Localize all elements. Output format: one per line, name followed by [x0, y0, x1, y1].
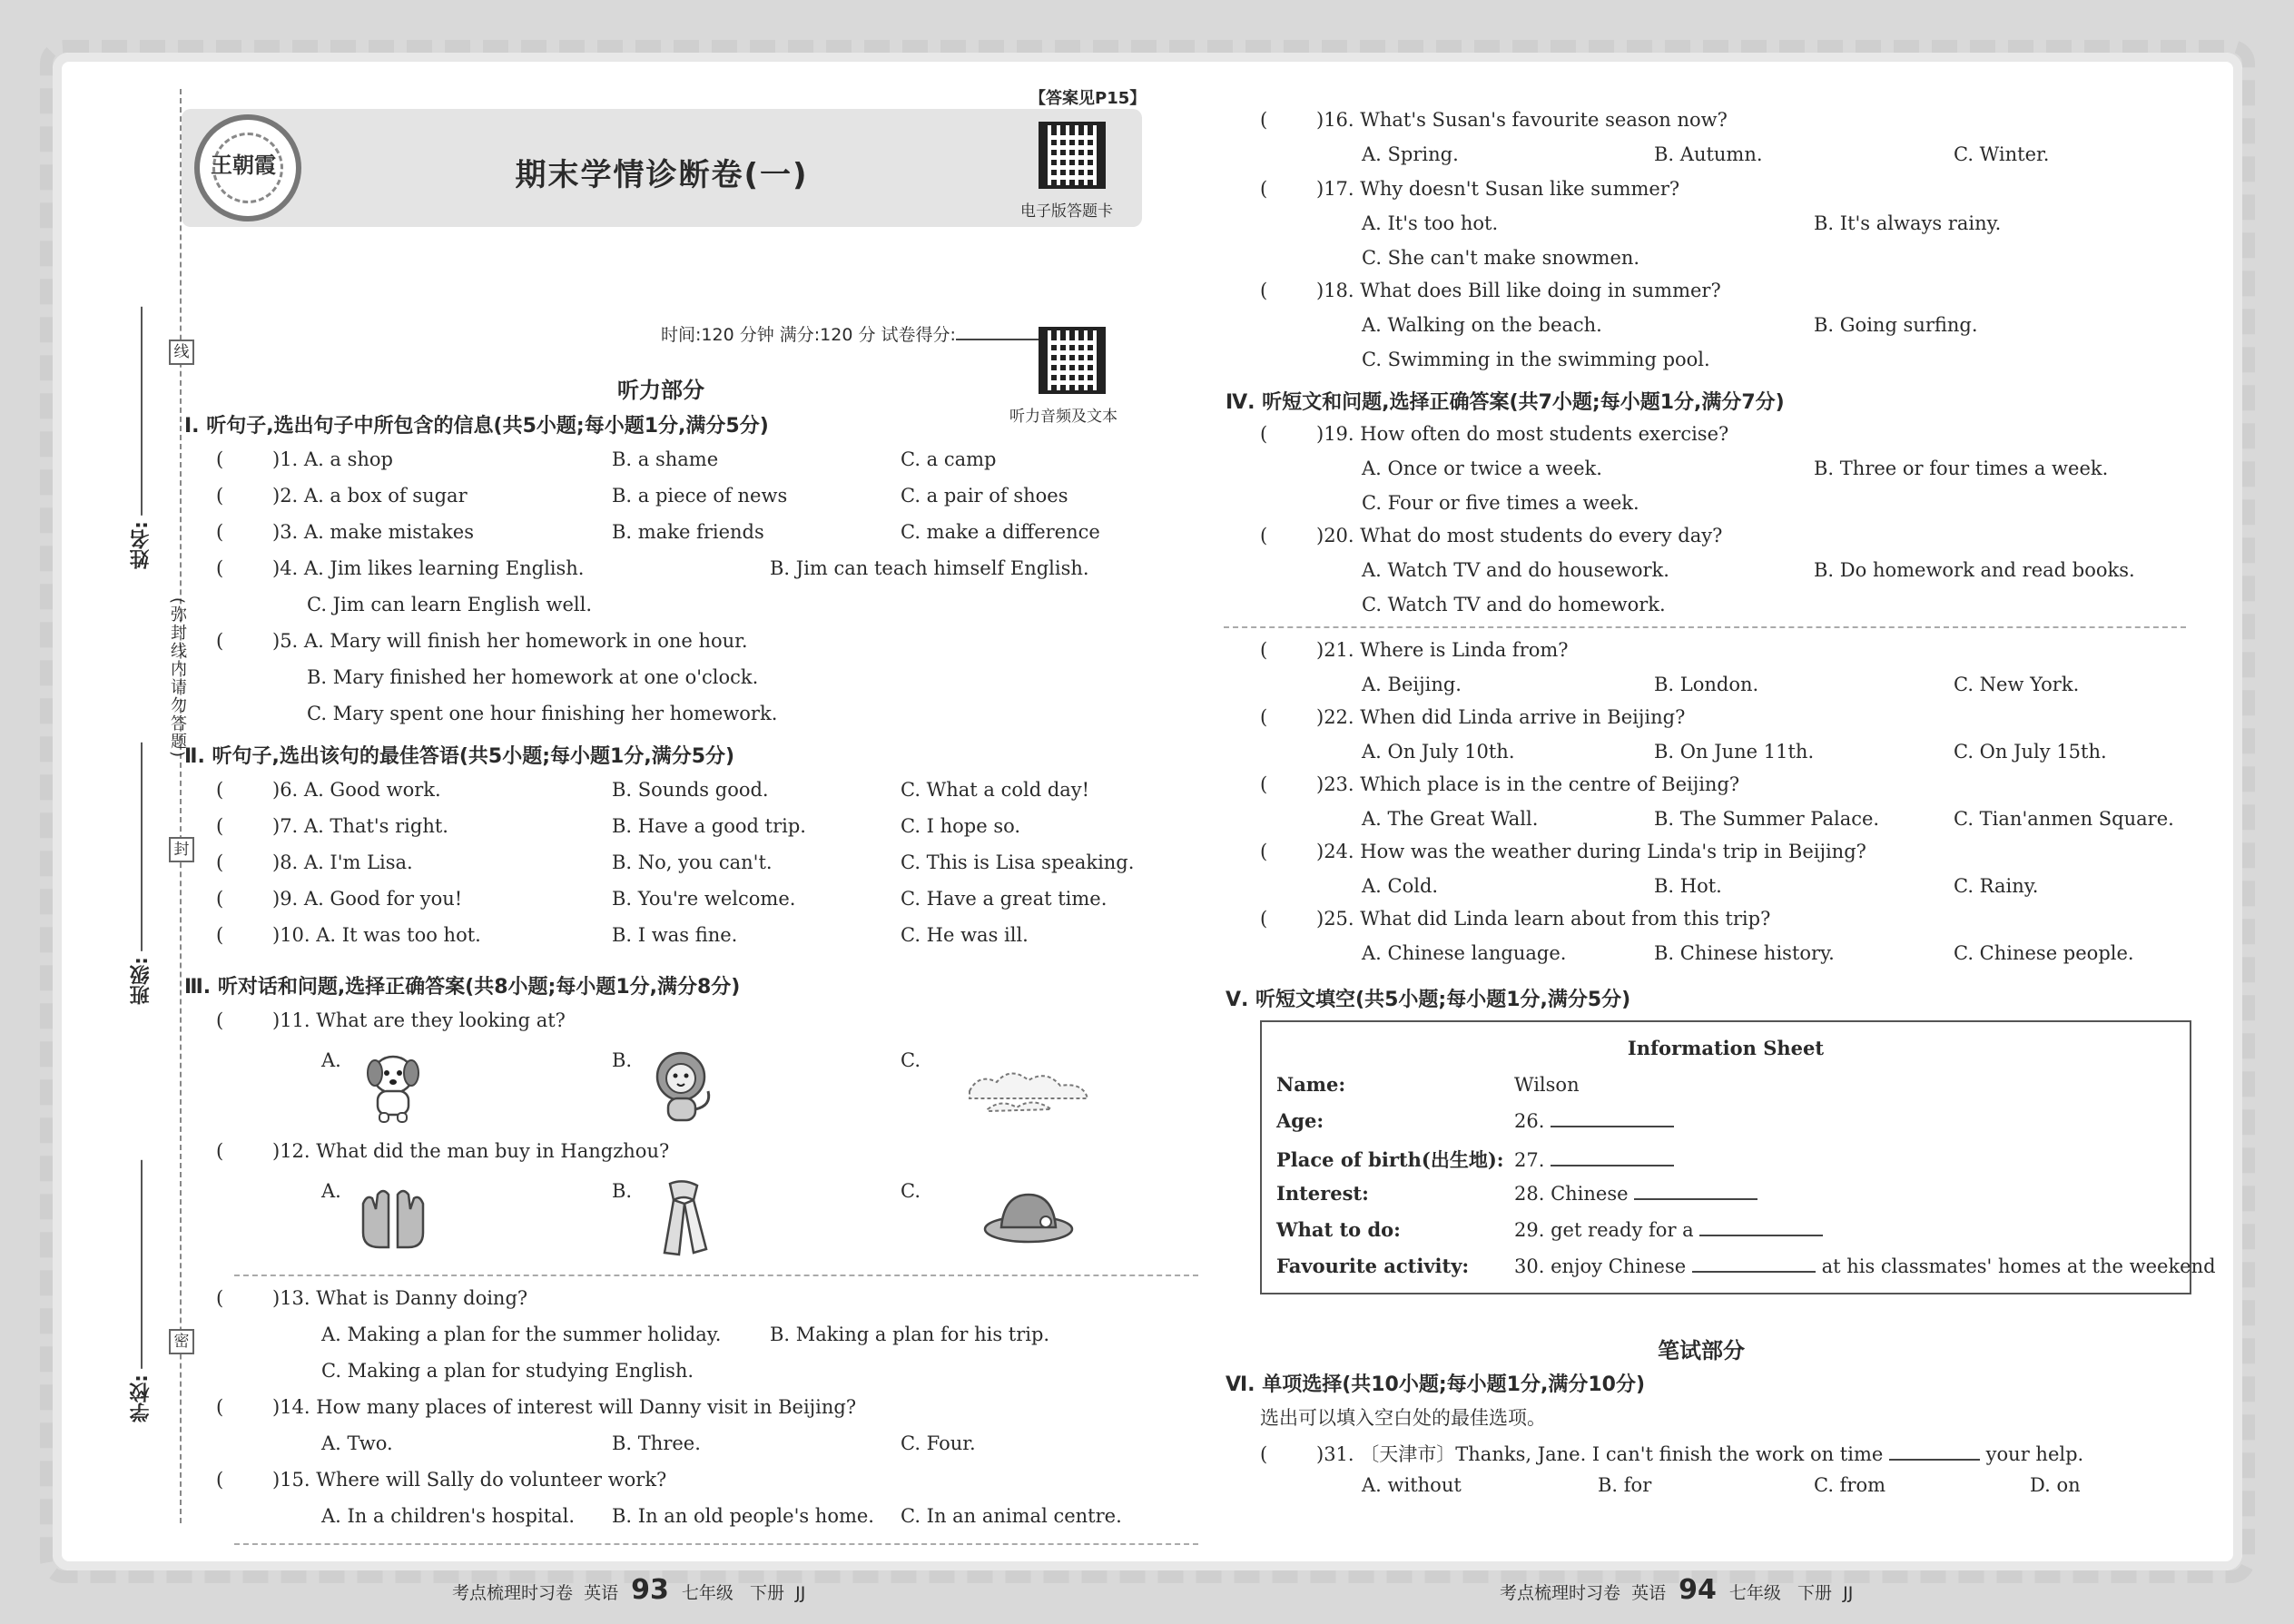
option: B.	[612, 1049, 633, 1071]
option: C. This is Lisa speaking.	[901, 851, 1135, 873]
option: A. On July 10th.	[1362, 741, 1515, 763]
option: A. Two.	[321, 1432, 393, 1454]
lion-icon	[643, 1046, 724, 1127]
footer-left: 考点梳理时习卷 英语 93 七年级 下册 JJ	[452, 1574, 806, 1606]
qr-code-icon[interactable]	[1039, 122, 1106, 189]
section-heading: Ⅱ. 听句子,选出该句的最佳答语(共5小题;每小题1分,满分5分)	[184, 745, 735, 768]
section-instruction: 选出可以填入空白处的最佳选项。	[1260, 1407, 1546, 1429]
question-16: ( )16. What's Susan's favourite season now?	[1260, 109, 1728, 131]
option: C.	[901, 1049, 921, 1071]
option: B. Mary finished her homework at one o'clock.	[307, 666, 759, 688]
option: B. a shame	[612, 448, 719, 470]
option: C. What a cold day!	[901, 779, 1090, 801]
option: A.	[321, 1049, 341, 1071]
option: A. Making a plan for the summer holiday.	[321, 1324, 722, 1345]
option: C. a camp	[901, 448, 997, 470]
option: A. Spring.	[1362, 143, 1459, 165]
section-heading: Ⅲ. 听对话和问题,选择正确答案(共8小题;每小题1分,满分8分)	[184, 976, 741, 999]
option: A. Chinese language.	[1362, 942, 1567, 964]
option: C. make a difference	[901, 521, 1100, 543]
section-heading: Ⅳ. 听短文和问题,选择正确答案(共7小题;每小题1分,满分7分)	[1226, 391, 1785, 414]
qr-code-icon[interactable]	[1039, 327, 1106, 394]
option: C. Four or five times a week.	[1362, 492, 1639, 514]
question-12: ( )12. What did the man buy in Hangzhou?	[216, 1140, 670, 1162]
written-title: 笔试部分	[1658, 1338, 1745, 1363]
question-8: ( )8. A. I'm Lisa.	[216, 851, 413, 873]
header-banner	[182, 109, 1142, 227]
question-13: ( )13. What is Danny doing?	[216, 1287, 528, 1309]
question-14: ( )14. How many places of interest will Danny visit in Beijing?	[216, 1396, 857, 1418]
question-11: ( )11. What are they looking at?	[216, 1009, 566, 1031]
name-field[interactable]: 姓名:	[127, 307, 155, 569]
option: A.	[321, 1180, 341, 1202]
option: B.	[612, 1180, 633, 1202]
option: C. Rainy.	[1954, 875, 2039, 897]
option: B. Jim can teach himself English.	[770, 557, 1089, 579]
question-31: ( )31. 〔天津市〕Thanks, Jane. I can't finish the work on time your help.	[1260, 1443, 2084, 1465]
option: B. In an old people's home.	[612, 1505, 874, 1527]
question-21: ( )21. Where is Linda from?	[1260, 639, 1569, 661]
option: C. Tian'anmen Square.	[1954, 808, 2174, 830]
question-6: ( )6. A. Good work.	[216, 779, 441, 801]
option: B. Three or four times a week.	[1814, 458, 2109, 479]
divider	[234, 1543, 1198, 1545]
option: D. on	[2030, 1474, 2081, 1496]
option: B. London.	[1654, 674, 1759, 695]
answer-ref: 【答案见P15】	[1029, 89, 1147, 108]
clouds-icon	[960, 1046, 1097, 1127]
question-23: ( )23. Which place is in the centre of Beijing?	[1260, 773, 1740, 795]
question-7: ( )7. A. That's right.	[216, 815, 448, 837]
option: A. Once or twice a week.	[1362, 458, 1602, 479]
option: B. Have a good trip.	[612, 815, 806, 837]
binding-strip	[89, 89, 198, 1523]
option: B. Going surfing.	[1814, 314, 1978, 336]
gloves-icon	[352, 1176, 434, 1258]
option: B. for	[1598, 1474, 1652, 1496]
option: C. Making a plan for studying English.	[321, 1360, 694, 1382]
seal-note: (弥封线内请勿答题)	[168, 597, 187, 760]
information-sheet	[1260, 1020, 2216, 1294]
option: B. Chinese history.	[1654, 942, 1835, 964]
question-1: ( )1. A. a shop	[216, 448, 394, 470]
school-field[interactable]: 学校:	[127, 1160, 155, 1422]
option: C.	[901, 1180, 921, 1202]
exam-info: 时间:120 分钟 满分:120 分 试卷得分:	[661, 321, 1083, 346]
option: A. It's too hot.	[1362, 212, 1499, 234]
option: C. from	[1814, 1474, 1886, 1496]
class-field[interactable]: 班级:	[127, 743, 155, 1005]
option: B. No, you can't.	[612, 851, 773, 873]
section-heading: Ⅴ. 听短文填空(共5小题;每小题1分,满分5分)	[1226, 989, 1631, 1011]
option: C. She can't make snowmen.	[1362, 247, 1640, 269]
divider	[1224, 626, 2186, 628]
option: A. In a children's hospital.	[321, 1505, 576, 1527]
info-row[interactable]: Interest: 28. Chinese	[1276, 1182, 1757, 1205]
info-row[interactable]: Favourite activity: 30. enjoy Chinese at his classmates' homes at the weekend	[1276, 1255, 2216, 1277]
logo-text: 王朝霞	[211, 152, 276, 178]
option: C. Chinese people.	[1954, 942, 2134, 964]
section-heading: Ⅰ. 听句子,选出句子中所包含的信息(共5小题;每小题1分,满分5分)	[184, 415, 769, 438]
listening-title: 听力部分	[617, 378, 704, 403]
question-24: ( )24. How was the weather during Linda's trip in Beijing?	[1260, 841, 1866, 862]
option: B. You're welcome.	[612, 888, 796, 910]
option: B. Sounds good.	[612, 779, 769, 801]
divider	[234, 1275, 1198, 1276]
info-row[interactable]: Age: 26.	[1276, 1109, 1674, 1132]
info-row[interactable]: Place of birth(出生地): 27.	[1276, 1146, 1674, 1173]
info-row: Name: Wilson	[1276, 1073, 1580, 1096]
scarf-icon	[643, 1176, 724, 1258]
seal-mark: 封	[169, 837, 194, 862]
exam-sheet	[53, 53, 2242, 1606]
question-18: ( )18. What does Bill like doing in summer?	[1260, 280, 1721, 301]
question-2: ( )2. A. a box of sugar	[216, 485, 468, 507]
option: B. Autumn.	[1654, 143, 1763, 165]
option: A. Beijing.	[1362, 674, 1462, 695]
seal-mark: 密	[169, 1329, 194, 1354]
option: C. He was ill.	[901, 924, 1029, 946]
option: B. Making a plan for his trip.	[770, 1324, 1050, 1345]
option: C. Mary spent one hour finishing her homework.	[307, 703, 778, 724]
question-4: ( )4. A. Jim likes learning English.	[216, 557, 585, 579]
question-5: ( )5. A. Mary will finish her homework in one hour.	[216, 630, 748, 652]
option: C. New York.	[1954, 674, 2080, 695]
seal-mark: 线	[169, 340, 194, 365]
question-15: ( )15. Where will Sally do volunteer work?	[216, 1469, 667, 1491]
option: B. a piece of news	[612, 485, 788, 507]
option: C. On July 15th.	[1954, 741, 2107, 763]
page-title: 期末学情诊断卷(一)	[515, 157, 809, 193]
info-row[interactable]: What to do: 29. get ready for a	[1276, 1218, 1823, 1241]
option: C. In an animal centre.	[901, 1505, 1122, 1527]
option: A. The Great Wall.	[1362, 808, 1539, 830]
option: B. Do homework and read books.	[1814, 559, 2135, 581]
question-17: ( )17. Why doesn't Susan like summer?	[1260, 178, 1680, 200]
option: C. Swimming in the swimming pool.	[1362, 349, 1710, 370]
question-3: ( )3. A. make mistakes	[216, 521, 474, 543]
option: A. without	[1362, 1474, 1462, 1496]
dog-icon	[352, 1046, 434, 1127]
qr-label: 电子版答题卡	[1020, 202, 1113, 221]
option: A. Cold.	[1362, 875, 1439, 897]
option: B. The Summer Palace.	[1654, 808, 1880, 830]
question-25: ( )25. What did Linda learn about from this trip?	[1260, 908, 1771, 930]
option: C. Watch TV and do homework.	[1362, 594, 1666, 615]
option: B. I was fine.	[612, 924, 738, 946]
question-22: ( )22. When did Linda arrive in Beijing?	[1260, 706, 1686, 728]
hat-icon	[979, 1176, 1078, 1258]
option: C. I hope so.	[901, 815, 1021, 837]
info-sheet-title: Information Sheet	[1627, 1037, 1825, 1059]
option: B. On June 11th.	[1654, 741, 1815, 763]
option: C. Winter.	[1954, 143, 2050, 165]
option: A. Walking on the beach.	[1362, 314, 1602, 336]
option: A. Watch TV and do housework.	[1362, 559, 1669, 581]
question-20: ( )20. What do most students do every day?	[1260, 525, 1723, 546]
option: C. Four.	[901, 1432, 976, 1454]
qr-label: 听力音频及文本	[1009, 408, 1117, 426]
question-19: ( )19. How often do most students exercise?	[1260, 423, 1729, 445]
option: C. Have a great time.	[901, 888, 1108, 910]
footer-right: 考点梳理时习卷 英语 94 七年级 下册 JJ	[1500, 1574, 1854, 1606]
option: B. Three.	[612, 1432, 701, 1454]
question-9: ( )9. A. Good for you!	[216, 888, 463, 910]
option: B. make friends	[612, 521, 764, 543]
section-heading: Ⅵ. 单项选择(共10小题;每小题1分,满分10分)	[1226, 1373, 1646, 1396]
option: C. Jim can learn English well.	[307, 594, 592, 615]
option: B. It's always rainy.	[1814, 212, 2002, 234]
question-10: ( )10. A. It was too hot.	[216, 924, 481, 946]
option: C. a pair of shoes	[901, 485, 1068, 507]
seal-line	[180, 89, 182, 1523]
option: B. Hot.	[1654, 875, 1722, 897]
